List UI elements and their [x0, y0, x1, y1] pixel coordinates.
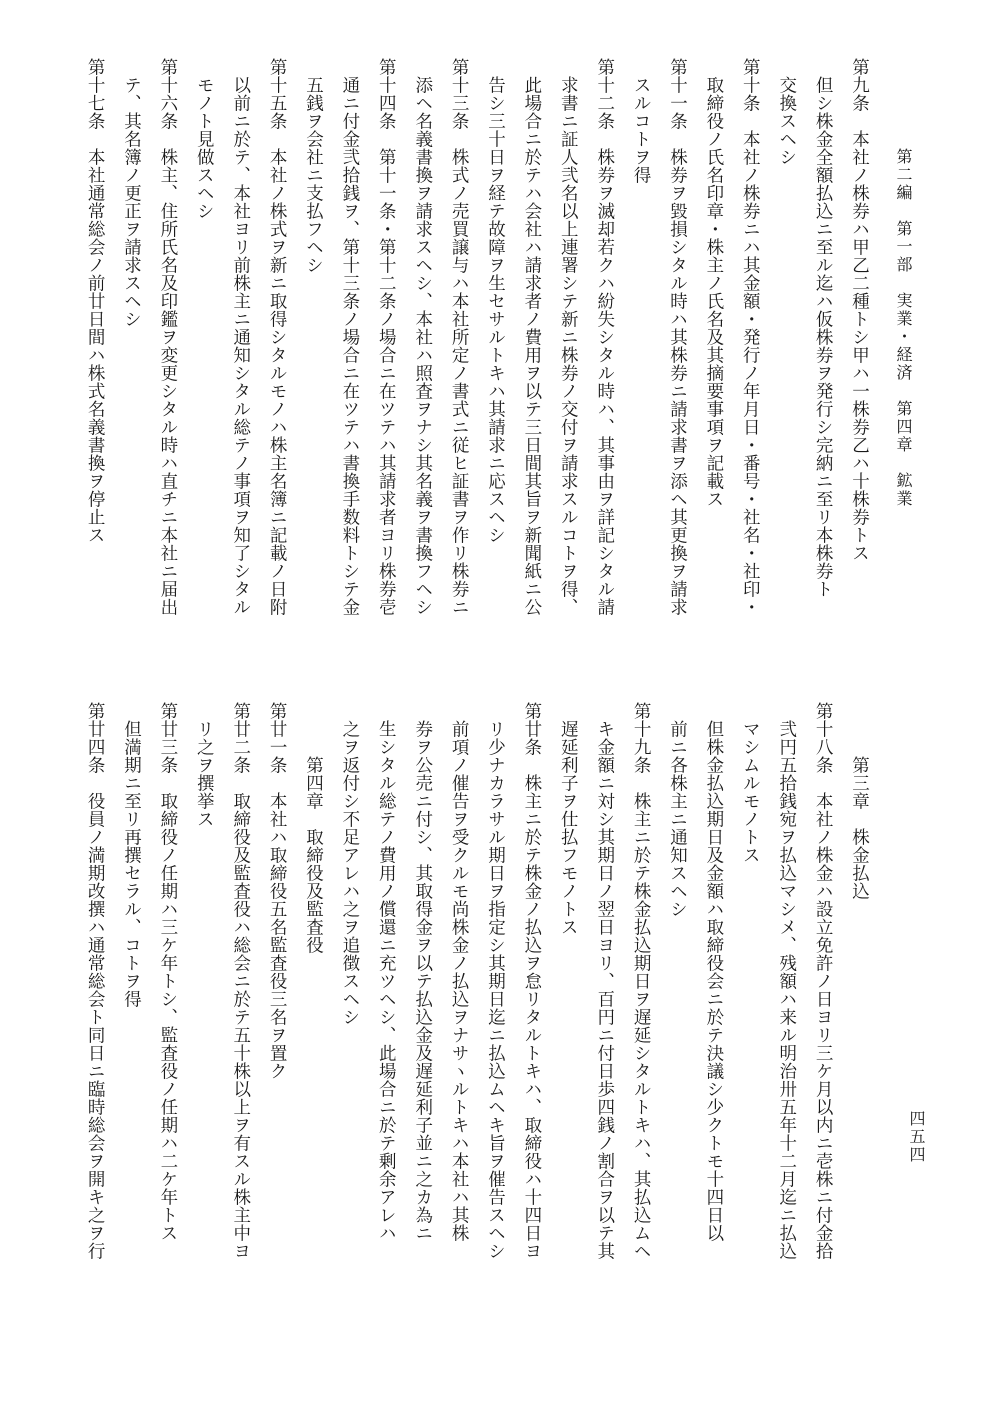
text-column: モノト見做スヘシ	[194, 58, 215, 220]
text-column: 生シタル総テノ費用ノ償還ニ充ツヘシ、此場合ニ於テ剰余アレハ	[376, 702, 397, 1242]
text-column: 第十一条 株券ヲ毀損シタル時ハ其株券ニ請求書ヲ添ヘ其更換ヲ請求	[667, 58, 688, 616]
text-column: 第十二条 株券ヲ滅却若クハ紛失シタル時ハ、其事由ヲ詳記シタル請	[594, 58, 615, 616]
text-column: 第四章 取締役及監査役	[303, 702, 324, 954]
text-column: 第廿三条 取締役ノ任期ハ三ケ年トシ、監査役ノ任期ハ二ケ年トス	[157, 702, 178, 1242]
text-column: 第十八条 本社ノ株金ハ設立免許ノ日ヨリ三ケ月以内ニ壱株ニ付金拾	[813, 702, 834, 1260]
text-column: 第十四条 第十一条・第十二条ノ場合ニ在ツテハ其請求者ヨリ株券壱	[376, 58, 397, 616]
text-column: テ、其名簿ノ更正ヲ請求スヘシ	[121, 58, 142, 328]
text-column: 第廿一条 本社ハ取締役五名監査役三名ヲ置ク	[267, 702, 288, 1080]
text-column: 第廿四条 役員ノ満期改撰ハ通常総会ト同日ニ臨時総会ヲ開キ之ヲ行	[85, 702, 106, 1260]
running-title: 第二編 第一部 実業・経済 第四章 鉱業	[894, 148, 913, 508]
text-column: 但シ株金全額払込ニ至ル迄ハ仮株券ヲ発行シ完納ニ至リ本株券ト	[813, 58, 834, 598]
text-column: 但満期ニ至リ再撰セラル、コトヲ得	[121, 702, 142, 1008]
text-column: リ之ヲ撰挙ス	[194, 702, 215, 828]
text-column: 第廿二条 取締役及監査役ハ総会ニ於テ五十株以上ヲ有スル株主中ヨ	[230, 702, 251, 1260]
text-column: 遅延利子ヲ仕払フモノトス	[558, 702, 579, 936]
text-column: 第三章 株金払込	[849, 702, 870, 900]
text-column: 前ニ各株主ニ通知スヘシ	[667, 702, 688, 918]
text-column: 弐円五拾銭宛ヲ払込マシメ、残額ハ来ル明治卅五年十二月迄ニ払込	[776, 702, 797, 1260]
text-column: 告シ三十日ヲ経テ故障ヲ生セサルトキハ其請求ニ応スヘシ	[485, 58, 506, 544]
text-column: 第十条 本社ノ株券ニハ其金額・発行ノ年月日・番号・社名・社印・	[740, 58, 761, 616]
text-column: 以前ニ於テ、本社ヨリ前株主ニ通知シタル総テノ事項ヲ知了シタル	[230, 58, 251, 616]
text-column: 第十三条 株式ノ売買譲与ハ本社所定ノ書式ニ従ヒ証書ヲ作リ株券ニ	[449, 58, 470, 616]
text-column: 第十六条 株主、住所氏名及印鑑ヲ変更シタル時ハ直チニ本社ニ届出	[157, 58, 178, 616]
text-column: 第九条 本社ノ株券ハ甲乙二種トシ甲ハ一株券乙ハ十株券トス	[849, 58, 870, 562]
text-column: リ少ナカラサル期日ヲ指定シ其期日迄ニ払込ムヘキ旨ヲ催告スヘシ	[485, 702, 506, 1260]
page-number: 四五四	[907, 1110, 926, 1164]
text-column: 但株金払込期日及金額ハ取締役会ニ於テ決議シ少クトモ十四日以	[703, 702, 724, 1242]
text-column: 此場合ニ於テハ会社ハ請求者ノ費用ヲ以テ三日間其旨ヲ新聞紙ニ公	[521, 58, 542, 616]
text-column: スルコトヲ得	[631, 58, 652, 184]
text-column: 第十五条 本社ノ株式ヲ新ニ取得シタルモノハ株主名簿ニ記載ノ日附	[267, 58, 288, 616]
text-column: 求書ニ証人弐名以上連署シテ新ニ株券ノ交付ヲ請求スルコトヲ得、	[558, 58, 579, 616]
text-column: 第十九条 株主ニ於テ株金払込期日ヲ遅延シタルトキハ、其払込ムヘ	[631, 702, 652, 1260]
text-column: 前項ノ催告ヲ受クルモ尚株金ノ払込ヲナサヽルトキハ本社ハ其株	[449, 702, 470, 1242]
text-column: 五銭ヲ会社ニ支払フヘシ	[303, 58, 324, 274]
text-column: キ金額ニ対シ其期日ノ翌日ヨリ、百円ニ付日歩四銭ノ割合ヲ以テ其	[594, 702, 615, 1260]
text-column: 第廿条 株主ニ於テ株金ノ払込ヲ怠リタルトキハ、取締役ハ十四日ヨ	[521, 702, 542, 1260]
text-column: 券ヲ公売ニ付シ、其取得金ヲ以テ払込金及遅延利子並ニ之カ為ニ	[412, 702, 433, 1242]
text-column: マシムルモノトス	[740, 702, 761, 864]
text-column: 交換スヘシ	[776, 58, 797, 166]
text-column: 通ニ付金弐拾銭ヲ、第十三条ノ場合ニ在ツテハ書換手数料トシテ金	[339, 58, 360, 616]
text-column: 添ヘ名義書換ヲ請求スヘシ、本社ハ照査ヲナシ其名義ヲ書換フヘシ	[412, 58, 433, 616]
text-column: 之ヲ返付シ不足アレハ之ヲ追徴スヘシ	[339, 702, 360, 1026]
text-column: 第十七条 本社通常総会ノ前廿日間ハ株式名義書換ヲ停止ス	[85, 58, 106, 544]
text-column: 取締役ノ氏名印章・株主ノ氏名及其摘要事項ヲ記載ス	[703, 58, 724, 508]
